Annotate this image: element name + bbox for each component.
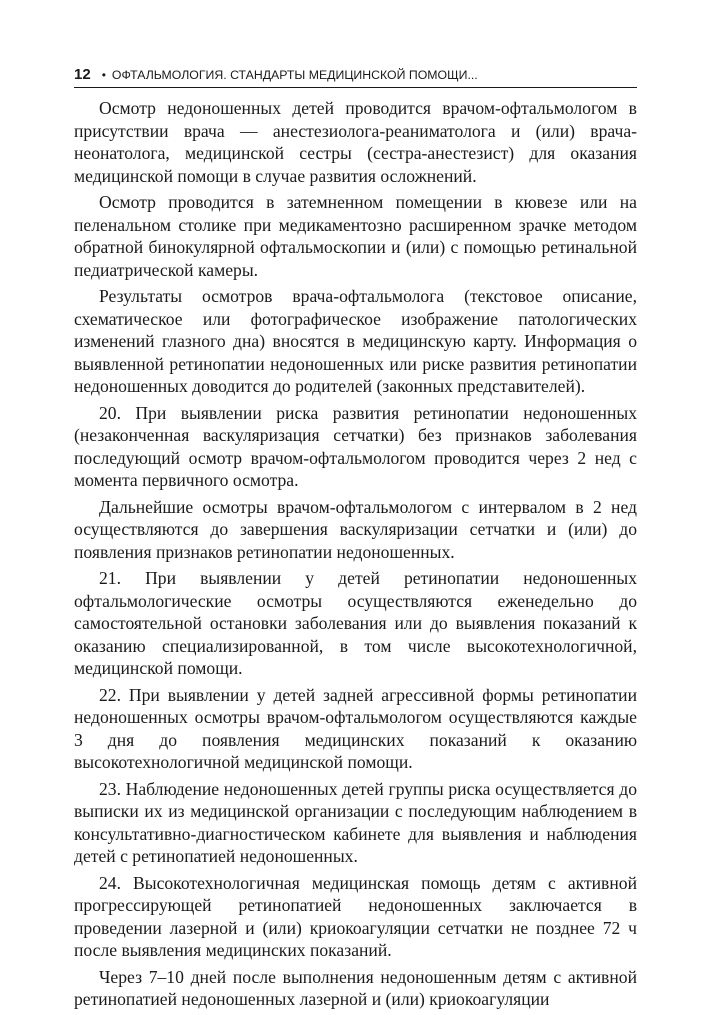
paragraph: 22. При выявлении у детей задней агрессивной формы ретинопатии недоношенных осмотры врачом-офтальмологом осуществляются каждые 3 дня до появления медицинских показаний к оказанию высокотехнологичной медицинской помощи. <box>74 684 637 772</box>
book-title: ОФТАЛЬМОЛОГИЯ. СТАНДАРТЫ МЕДИЦИНСКОЙ ПОМОЩИ... <box>111 68 478 82</box>
paragraph: Осмотр проводится в затемненном помещении в кювезе или на пеленальном столике при медикаментозно расширенном зрачке методом обратной бинокулярной офтальмоскопии и (или) с помощью ретинальной педиатрической камеры. <box>74 192 637 280</box>
paragraph: Дальнейшие осмотры врачом-офтальмологом с интервалом в 2 нед осуществляются до завершения васкуляризации сетчатки и (или) до появления признаков ретинопатии недоношенных. <box>74 496 637 562</box>
paragraph: 21. При выявлении у детей ретинопатии недоношенных офтальмологические осмотры осуществляются еженедельно до самостоятельной остановки заболевания или до выявления показаний к оказанию специализированной, в том числе высокотехнологичной, медицинской помощи. <box>74 568 637 678</box>
paragraph: Через 7–10 дней после выполнения недоношенным детям с активной ретинопатией недоношенных лазерной и (или) криокоагуляции <box>74 966 637 1009</box>
paragraph: Результаты осмотров врача-офтальмолога (текстовое описание, схематическое или фотографическое изображение патологических изменений глазного дна) вносятся в медицинскую карту. Информация о выявленной ретинопатии недоношенных или риске развития ретинопатии недоношенных доводится до родителей (законных представителей). <box>74 286 637 396</box>
paragraph: 20. При выявлении риска развития ретинопатии недоношенных (незаконченная васкуляризация сетчатки) без признаков заболевания последующий осмотр врачом-офтальмологом проводится через 2 нед с момента первичного осмотра. <box>74 402 637 490</box>
page-number: 12 <box>74 66 91 83</box>
running-header <box>74 66 637 88</box>
paragraph: 24. Высокотехнологичная медицинская помощь детям с активной прогрессирующей ретинопатией недоношенных заключается в проведении лазерной и (или) криокоагуляции сетчатки не позднее 72 ч после выявления медицинских показаний. <box>74 872 637 960</box>
body-text <box>74 97 637 1015</box>
paragraph: Осмотр недоношенных детей проводится врачом-офтальмологом в присутствии врача — анестезиолога-реаниматолога и (или) врача-неонатолога, медицинской сестры (сестра-анестезист) для оказания медицинской помощи в случае развития осложнений. <box>74 98 637 186</box>
paragraph: 23. Наблюдение недоношенных детей группы риска осуществляется до выписки их из медицинской организации с последующим наблюдением в консультативно-диагностическом кабинете для выявления и наблюдения детей с ретинопатией недоношенных. <box>74 778 637 866</box>
header-bullet: • <box>101 68 106 82</box>
